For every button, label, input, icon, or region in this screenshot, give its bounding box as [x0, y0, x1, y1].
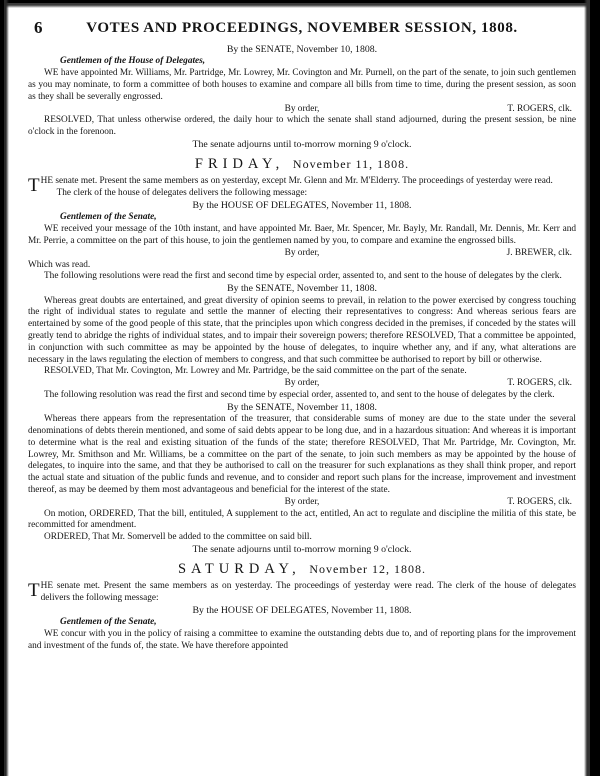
paragraph: RESOLVED, That unless otherwise ordered, the daily hour to which the senate shall stand adjourned, during the present session, be nine o'clock in the forenoon. — [28, 115, 576, 138]
signature-line — [28, 497, 576, 509]
salutation: Gentlemen of the Senate, — [60, 617, 157, 628]
drop-cap: T — [28, 175, 40, 197]
centered-heading: By the HOUSE OF DELEGATES, November 11, 1808. — [192, 604, 412, 616]
centered-heading: By the HOUSE OF DELEGATES, November 11, 1808. — [192, 199, 412, 211]
paragraph: WE have appointed Mr. Williams, Mr. Partridge, Mr. Lowrey, Mr. Covington and Mr. Purnell, on the part of the senate, to join such gentlemen as you may nominate, to form a committee of both houses to examine and compare all bills from time to time, during the present session, as soon as they shall be severally engrossed. — [28, 68, 576, 102]
by-order-text: By order, — [284, 496, 320, 507]
salutation: Gentlemen of the Senate, — [60, 212, 157, 223]
signature-line — [28, 378, 576, 390]
centered-heading: By the SENATE, November 10, 1808. — [226, 44, 378, 55]
paragraph: ORDERED, That Mr. Somervell be added to the committee on said bill. — [44, 532, 312, 543]
running-header — [28, 20, 576, 44]
day-date: November 12, 1808. — [309, 562, 427, 577]
paragraph: WE concur with you in the policy of raising a committee to examine the outstanding debts due to, and of reporting plans for the improvement and investment of the funds of, the state. We have therefore appointed — [28, 629, 576, 651]
day-date: November 11, 1808. — [292, 157, 410, 172]
signature-line — [28, 104, 576, 116]
by-order-text: By order, — [284, 103, 320, 114]
by-order-text: By order, — [284, 247, 320, 258]
signature-line — [28, 248, 576, 260]
centered-heading: By the SENATE, November 11, 1808. — [227, 283, 377, 295]
paragraph: The following resolution was read the first and second time by especial order, assented to, and sent to the house of delegates by the clerk. — [44, 389, 555, 400]
scan-edge-top — [0, 0, 600, 8]
by-order-text: By order, — [284, 378, 320, 389]
centered-heading: The senate adjourns until to-morrow morning 9 o'clock. — [192, 138, 412, 150]
clerk-signature: T. ROGERS, clk. — [507, 103, 572, 114]
clerk-signature: J. BREWER, clk. — [506, 247, 572, 258]
centered-heading: The senate adjourns until to-morrow morning 9 o'clock. — [192, 543, 412, 555]
paragraph: On motion, ORDERED, That the bill, entituled, A supplement to the act, entitled, An act to regulate and discipline the militia of this state, be recommitted for amendment. — [28, 508, 576, 531]
paragraph: The following resolutions were read the first and second time by especial order, assented to, and sent to the house of delegates by the clerk. — [44, 271, 562, 282]
scan-edge-right — [584, 0, 600, 776]
day-heading — [28, 561, 576, 578]
salutation: Gentlemen of the House of Delegates, — [60, 56, 206, 67]
lead-text: HE senate met. Present the same members as on yesterday. The proceedings of yesterday were read. The clerk of the house of delegates delivers the following message: — [40, 581, 576, 604]
paragraph: Whereas great doubts are entertained, and great diversity of opinion seems to prevail, in relation to the power exercised by congress touching the right of individual states to regulate and settle the manner of electing their representatives to congress: And whereas serious fears are entertained by some of the good people of this state, that the principles upon which congress decided in the premises, if conceded by the states will greatly tend to abridge the rights of individual states, and to impair their sovereign powers; therefore RESOLVED, That a committee be appointed, in conjunction with such committee as may be appointed by the house of delegates, to inquire whether any, and if any, what alterations are necessary in the laws regulating the election of members to congress, and that such committee be authorised to report by bill or otherwise. — [28, 295, 576, 365]
paragraph: WE received your message of the 10th instant, and have appointed Mr. Baer, Mr. Spencer, Mr. Bayly, Mr. Randall, Mr. Dennis, Mr. Kerr and Mr. Perrie, a committee on the part of this house, to join the gentlemen named by you, to compare and examine the engrossed bills. — [28, 224, 576, 246]
paragraph: Whereas there appears from the representation of the treasurer, that considerable sums of money are due to the state under the several denominations of debts therein mentioned, and some of said debts appear to be long due, and in a hazardous situation: And whereas it is important to determine what is the real and existing situation of the funds of the state; therefore RESOLVED, That Mr. Partridge, Mr. Covington, Mr. Lowrey, Mr. Smithson and Mr. Williams, be a committee on the part of the senate, to join such members as may be appointed by the house of delegates, to inquire into the same, and that they be authorised to call on the treasurer for such explanations as they shall think proper, and report the actual state and situation of the public funds and revenue, and to consider and report such plans for the increase, improvement and investment thereof, as may be deemed by them most advantageous and beneficial for the interest of the state. — [28, 414, 576, 495]
clerk-signature: T. ROGERS, clk. — [507, 378, 572, 389]
lead-text: HE senate met. Present the same members as on yesterday, except Mr. Glenn and Mr. M'Elderry. The proceedings of yesterday were read. — [40, 176, 553, 187]
paragraph: RESOLVED, That Mr. Covington, Mr. Lowrey and Mr. Partridge, be the said committee on the part of the senate. — [44, 366, 467, 377]
drop-cap: T — [28, 580, 40, 602]
paragraph: The clerk of the house of delegates delivers the following message: — [56, 188, 308, 199]
document-body — [28, 44, 576, 653]
centered-heading: By the SENATE, November 11, 1808. — [227, 401, 377, 413]
document-page — [28, 20, 576, 772]
scan-edge-left — [0, 0, 9, 776]
lead-paragraph — [28, 581, 576, 605]
day-name: FRIDAY, — [194, 156, 285, 173]
page-number: 6 — [34, 20, 43, 37]
day-name: SATURDAY, — [177, 561, 301, 578]
clerk-signature: T. ROGERS, clk. — [507, 496, 572, 507]
day-heading — [28, 156, 576, 173]
running-title: VOTES AND PROCEEDINGS, NOVEMBER SESSION, 1808. — [86, 20, 518, 36]
paragraph: Which was read. — [28, 259, 91, 270]
